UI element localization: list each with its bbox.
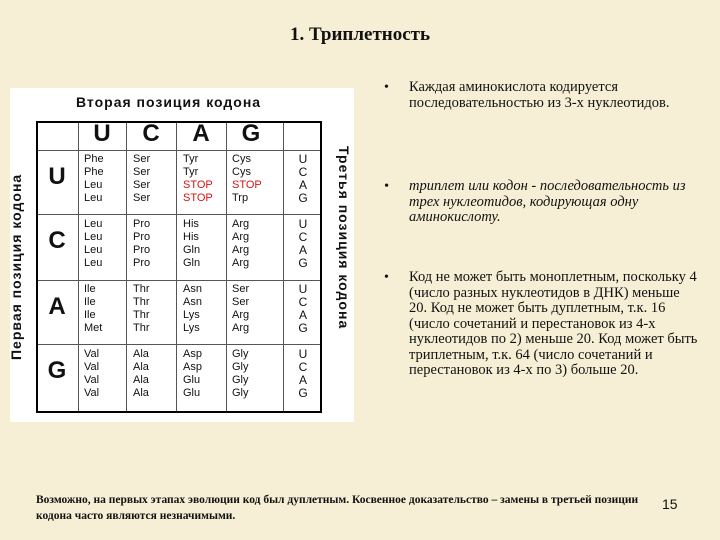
second-position-c: C (142, 120, 160, 147)
bullet-text: Каждая аминокислота кодируется последовательностью из 3-х нуклеотидов. (409, 79, 670, 111)
footnote: Возможно, на первых этапах эволюции код был дуплетным. Косвенное доказательство – замены в третьей позиции кодона часто являются незначимыми. (36, 494, 639, 522)
table-divider (38, 150, 320, 151)
codon-cell-ug: Cys Cys STOP Trp (232, 153, 262, 204)
codon-cell-gu: Val Val Val Val (84, 348, 100, 399)
second-position-u: U (93, 120, 111, 147)
codon-cell-ag: Ser Ser Arg Arg (232, 283, 250, 334)
slide-title: 1. Триплетность (289, 24, 431, 45)
first-position-c: C (48, 227, 66, 254)
third-position-group: U C A G (298, 347, 308, 400)
axis-label-second-position: Вторая позиция кодона (76, 94, 262, 110)
second-position-a: A (192, 120, 210, 147)
codon-cell-gc: Ala Ala Ala Ala (133, 348, 149, 399)
first-position-u: U (48, 163, 66, 190)
first-position-a: A (48, 293, 66, 320)
bullet-text: Код не может быть моноплетным, поскольку 4 (число разных нуклеотидов в ДНК) меньше 20. Код не может быть дуплетным, т.к. 16 (число сочетаний и перестановок из 4-х нуклеотидов по 2) меньше 20. Код может быть триплетным, т.к. 64 (число сочетаний и перестановок из 4-х по 3) больше 20. (409, 269, 698, 378)
axis-label-third-position: Третья позиция кодона (336, 146, 352, 330)
table-divider (38, 280, 320, 281)
third-position-group: U C A G (298, 152, 308, 205)
codon-cell-cg: Arg Arg Arg Arg (232, 218, 250, 269)
codon-cell-gg: Gly Gly Gly Gly (232, 348, 249, 399)
codon-cell-ga: Asp Asp Glu Glu (183, 348, 202, 399)
codon-cell-ac: Thr Thr Thr Thr (133, 283, 150, 334)
bullet-dot-icon: • (384, 179, 389, 194)
bullet-dot-icon: • (384, 80, 389, 95)
codon-cell-ua: Tyr Tyr STOP STOP (183, 153, 213, 204)
bullet-item (380, 179, 700, 226)
codon-table (36, 121, 322, 413)
codon-cell-uc: Ser Ser Ser Ser (133, 153, 151, 204)
table-divider (38, 214, 320, 215)
table-divider (78, 123, 79, 411)
codon-cell-au: Ile Ile Ile Met (84, 283, 103, 334)
codon-cell-ca: His His Gln Gln (183, 218, 201, 269)
codon-table-figure (10, 88, 354, 422)
page-number: 15 (662, 496, 678, 512)
bullet-dot-icon: • (384, 270, 389, 285)
codon-cell-cu: Leu Leu Leu Leu (84, 218, 103, 269)
bullet-item (380, 270, 700, 379)
codon-cell-cc: Pro Pro Pro Pro (133, 218, 151, 269)
codon-cell-uu: Phe Phe Leu Leu (84, 153, 104, 204)
second-position-g: G (241, 120, 261, 147)
table-divider (38, 344, 320, 345)
third-position-group: U C A G (298, 217, 308, 270)
first-position-g: G (47, 357, 67, 384)
third-position-group: U C A G (298, 282, 308, 335)
axis-label-first-position: Первая позиция кодона (8, 173, 24, 360)
table-divider (283, 123, 284, 411)
bullet-text: триплет или кодон - последовательность из трех нуклеотидов, кодирующая одну аминокислоту. (409, 178, 686, 225)
bullet-item (380, 80, 700, 111)
codon-cell-aa: Asn Asn Lys Lys (183, 283, 202, 334)
